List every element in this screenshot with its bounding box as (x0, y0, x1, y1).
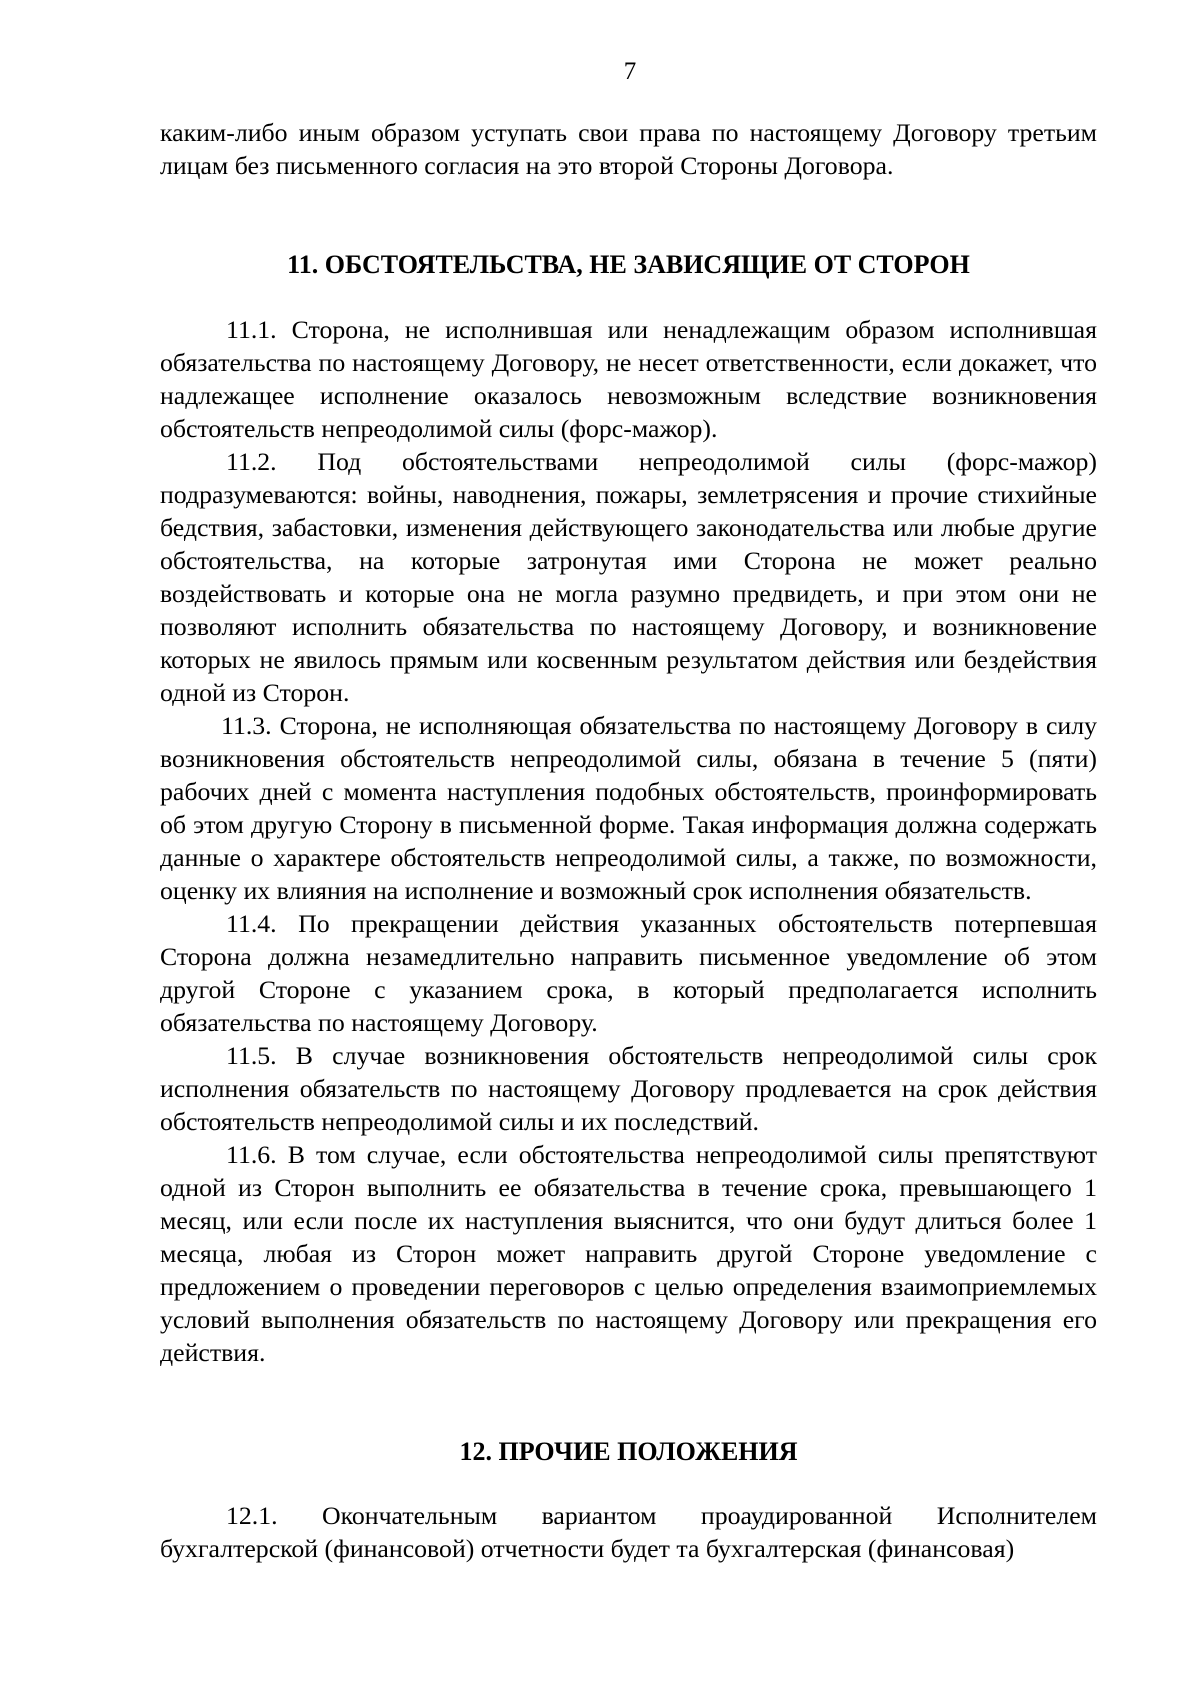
document-body (160, 116, 1097, 1565)
paragraph-11-2: 11.2. Под обстоятельствами непреодолимой силы (форс-мажор) подразумеваются: войны, наводнения, пожары, землетрясения и прочие стихийные бедствия, забастовки, изменения действующего законодательства или любые другие обстоятельства, на которые затронутая ими Сторона не может реально воздействовать и которые она не могла разумно предвидеть, и при этом они не позволяют исполнить обязательства по настоящему Договору, и возникновение которых не явилось прямым или косвенным результатом действия или бездействия одной из Сторон. (160, 447, 1097, 707)
paragraph-11-5: 11.5. В случае возникновения обстоятельств непреодолимой силы срок исполнения обязательств по настоящему Договору продлевается на срок действия обстоятельств непреодолимой силы и их последствий. (160, 1041, 1097, 1136)
section-11-title: 11. ОБСТОЯТЕЛЬСТВА, НЕ ЗАВИСЯЩИЕ ОТ СТОРОН (287, 250, 970, 279)
paragraph-11-6: 11.6. В том случае, если обстоятельства непреодолимой силы препятствуют одной из Сторон выполнить ее обязательства в течение срока, превышающего 1 месяц, или если после их наступления выяснится, что они будут длиться более 1 месяца, любая из Сторон может направить другой Стороне уведомление с предложением о проведении переговоров с целью определения взаимоприемлемых условий выполнения обязательств по настоящему Договору или прекращения его действия. (160, 1140, 1097, 1367)
page-number: 7 (623, 58, 637, 85)
paragraph-11-4: 11.4. По прекращении действия указанных обстоятельств потерпевшая Сторона должна незамедлительно направить письменное уведомление об этом другой Стороне с указанием срока, в который предполагается исполнить обязательства по настоящему Договору. (160, 909, 1097, 1037)
paragraph-11-3: 11.3. Сторона, не исполняющая обязательства по настоящему Договору в силу возникновения обстоятельств непреодолимой силы, обязана в течение 5 (пяти) рабочих дней с момента наступления подобных обстоятельств, проинформировать об этом другую Сторону в письменной форме. Такая информация должна содержать данные о характере обстоятельств непреодолимой силы, а также, по возможности, оценку их влияния на исполнение и возможный срок исполнения обязательств. (160, 711, 1097, 905)
section-12-title: 12. ПРОЧИЕ ПОЛОЖЕНИЯ (459, 1437, 798, 1466)
paragraph-11-1: 11.1. Сторона, не исполнившая или ненадлежащим образом исполнившая обязательства по настоящему Договору, не несет ответственности, если докажет, что надлежащее исполнение оказалось невозможным вследствие возникновения обстоятельств непреодолимой силы (форс-мажор). (160, 315, 1097, 443)
paragraph-12-1: 12.1. Окончательным вариантом проаудированной Исполнителем бухгалтерской (финансовой) отчетности будет та бухгалтерская (финансовая) (160, 1501, 1097, 1563)
intro-paragraph: каким-либо иным образом уступать свои права по настоящему Договору третьим лицам без письменного согласия на это второй Стороны Договора. (160, 118, 1097, 180)
